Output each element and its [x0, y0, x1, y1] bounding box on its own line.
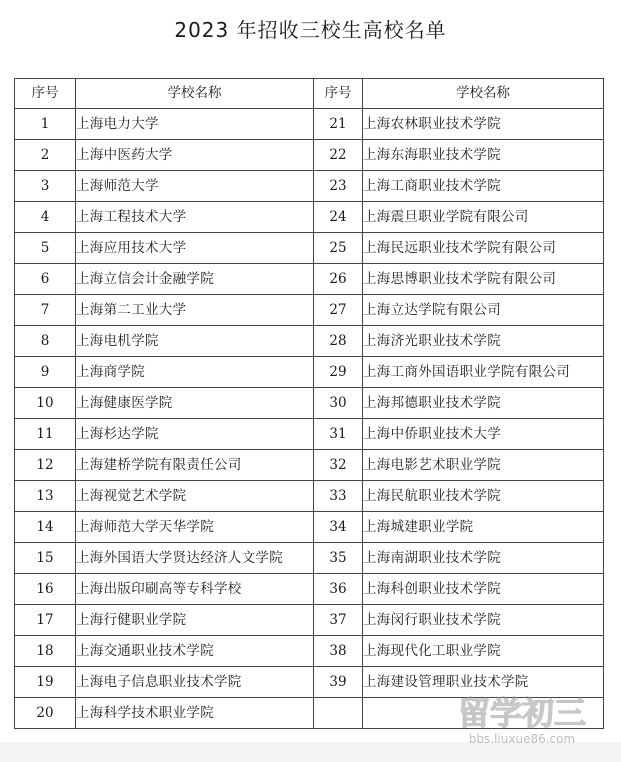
- row-number-right: 32: [314, 450, 363, 481]
- school-name-left: 上海出版印刷高等专科学校: [76, 574, 314, 605]
- school-name-right: 上海现代化工职业学院: [363, 636, 604, 667]
- table-row: [15, 357, 604, 388]
- school-name-right: 上海民远职业技术学院有限公司: [363, 233, 604, 264]
- row-number-right: 21: [314, 109, 363, 140]
- school-name-left: 上海立信会计金融学院: [76, 264, 314, 295]
- table-row: [15, 233, 604, 264]
- row-number-right: [314, 698, 363, 729]
- school-name-left: 上海师范大学: [76, 171, 314, 202]
- watermark-url: bbs.liuxue86.com: [468, 732, 576, 746]
- header-number: 序号: [15, 79, 76, 109]
- row-number-right: 34: [314, 512, 363, 543]
- school-name-right: 上海南湖职业技术学院: [363, 543, 604, 574]
- school-name-left: 上海第二工业大学: [76, 295, 314, 326]
- row-number-left: 5: [15, 233, 76, 264]
- school-name-right: 上海济光职业技术学院: [363, 326, 604, 357]
- school-name-right: 上海建设管理职业技术学院: [363, 667, 604, 698]
- table-row: [15, 574, 604, 605]
- table-row: [15, 419, 604, 450]
- row-number-right: 36: [314, 574, 363, 605]
- school-name-right: 上海工商职业技术学院: [363, 171, 604, 202]
- school-name-right: 上海立达学院有限公司: [363, 295, 604, 326]
- school-name-left: 上海电子信息职业技术学院: [76, 667, 314, 698]
- school-name-left: 上海中医药大学: [76, 140, 314, 171]
- table-row: [15, 109, 604, 140]
- header-school-name: 学校名称: [76, 79, 314, 109]
- row-number-left: 10: [15, 388, 76, 419]
- table-row: [15, 264, 604, 295]
- table-row: [15, 202, 604, 233]
- row-number-right: 28: [314, 326, 363, 357]
- school-name-left: 上海电机学院: [76, 326, 314, 357]
- row-number-right: 23: [314, 171, 363, 202]
- row-number-left: 15: [15, 543, 76, 574]
- table-row: [15, 171, 604, 202]
- school-name-right: 上海民航职业技术学院: [363, 481, 604, 512]
- table-row: [15, 605, 604, 636]
- school-name-left: 上海视觉艺术学院: [76, 481, 314, 512]
- row-number-right: 26: [314, 264, 363, 295]
- row-number-left: 1: [15, 109, 76, 140]
- row-number-left: 4: [15, 202, 76, 233]
- school-name-left: 上海行健职业学院: [76, 605, 314, 636]
- row-number-left: 9: [15, 357, 76, 388]
- school-name-right: 上海中侨职业技术大学: [363, 419, 604, 450]
- row-number-left: 20: [15, 698, 76, 729]
- row-number-right: 31: [314, 419, 363, 450]
- school-name-left: 上海应用技术大学: [76, 233, 314, 264]
- school-name-right: 上海城建职业学院: [363, 512, 604, 543]
- school-name-left: 上海电力大学: [76, 109, 314, 140]
- row-number-left: 13: [15, 481, 76, 512]
- school-list-table: [14, 78, 604, 729]
- row-number-right: 22: [314, 140, 363, 171]
- school-name-left: 上海科学技术职业学院: [76, 698, 314, 729]
- school-name-left: 上海交通职业技术学院: [76, 636, 314, 667]
- row-number-left: 19: [15, 667, 76, 698]
- row-number-right: 38: [314, 636, 363, 667]
- header-number-right: 序号: [314, 79, 363, 109]
- school-name-left: 上海外国语大学贤达经济人文学院: [76, 543, 314, 574]
- row-number-left: 16: [15, 574, 76, 605]
- school-name-right: 上海震旦职业学院有限公司: [363, 202, 604, 233]
- row-number-left: 12: [15, 450, 76, 481]
- row-number-left: 17: [15, 605, 76, 636]
- table-header-row: [15, 79, 604, 109]
- page-title: 2023 年招收三校生高校名单: [174, 18, 447, 42]
- table-row: [15, 140, 604, 171]
- school-name-right: 上海农林职业技术学院: [363, 109, 604, 140]
- table-row: [15, 295, 604, 326]
- table-row: [15, 543, 604, 574]
- row-number-left: 7: [15, 295, 76, 326]
- row-number-left: 2: [15, 140, 76, 171]
- table-row: [15, 512, 604, 543]
- table-row: [15, 450, 604, 481]
- table-row: [15, 636, 604, 667]
- table-row: [15, 326, 604, 357]
- row-number-right: 25: [314, 233, 363, 264]
- row-number-left: 8: [15, 326, 76, 357]
- row-number-right: 35: [314, 543, 363, 574]
- school-name-right: 上海工商外国语职业学院有限公司: [363, 357, 604, 388]
- school-name-right: 上海思博职业技术学院有限公司: [363, 264, 604, 295]
- table-row: [15, 481, 604, 512]
- school-name-left: 上海杉达学院: [76, 419, 314, 450]
- row-number-right: 39: [314, 667, 363, 698]
- school-name-right: 上海邦德职业技术学院: [363, 388, 604, 419]
- row-number-right: 24: [314, 202, 363, 233]
- school-name-left: 上海商学院: [76, 357, 314, 388]
- school-name-right: 上海科创职业技术学院: [363, 574, 604, 605]
- row-number-left: 6: [15, 264, 76, 295]
- school-name-left: 上海工程技术大学: [76, 202, 314, 233]
- school-name-left: 上海建桥学院有限责任公司: [76, 450, 314, 481]
- row-number-right: 30: [314, 388, 363, 419]
- row-number-right: 33: [314, 481, 363, 512]
- header-school-name-right: 学校名称: [363, 79, 604, 109]
- row-number-left: 14: [15, 512, 76, 543]
- table-row: [15, 388, 604, 419]
- row-number-right: 37: [314, 605, 363, 636]
- row-number-left: 3: [15, 171, 76, 202]
- school-name-right: 上海东海职业技术学院: [363, 140, 604, 171]
- school-name-left: 上海师范大学天华学院: [76, 512, 314, 543]
- row-number-right: 29: [314, 357, 363, 388]
- row-number-left: 18: [15, 636, 76, 667]
- row-number-right: 27: [314, 295, 363, 326]
- site-logo-watermark: [437, 686, 607, 748]
- watermark-text: 留学初三: [457, 694, 587, 732]
- row-number-left: 11: [15, 419, 76, 450]
- school-name-right: 上海电影艺术职业学院: [363, 450, 604, 481]
- school-name-right: 上海闵行职业技术学院: [363, 605, 604, 636]
- school-name-left: 上海健康医学院: [76, 388, 314, 419]
